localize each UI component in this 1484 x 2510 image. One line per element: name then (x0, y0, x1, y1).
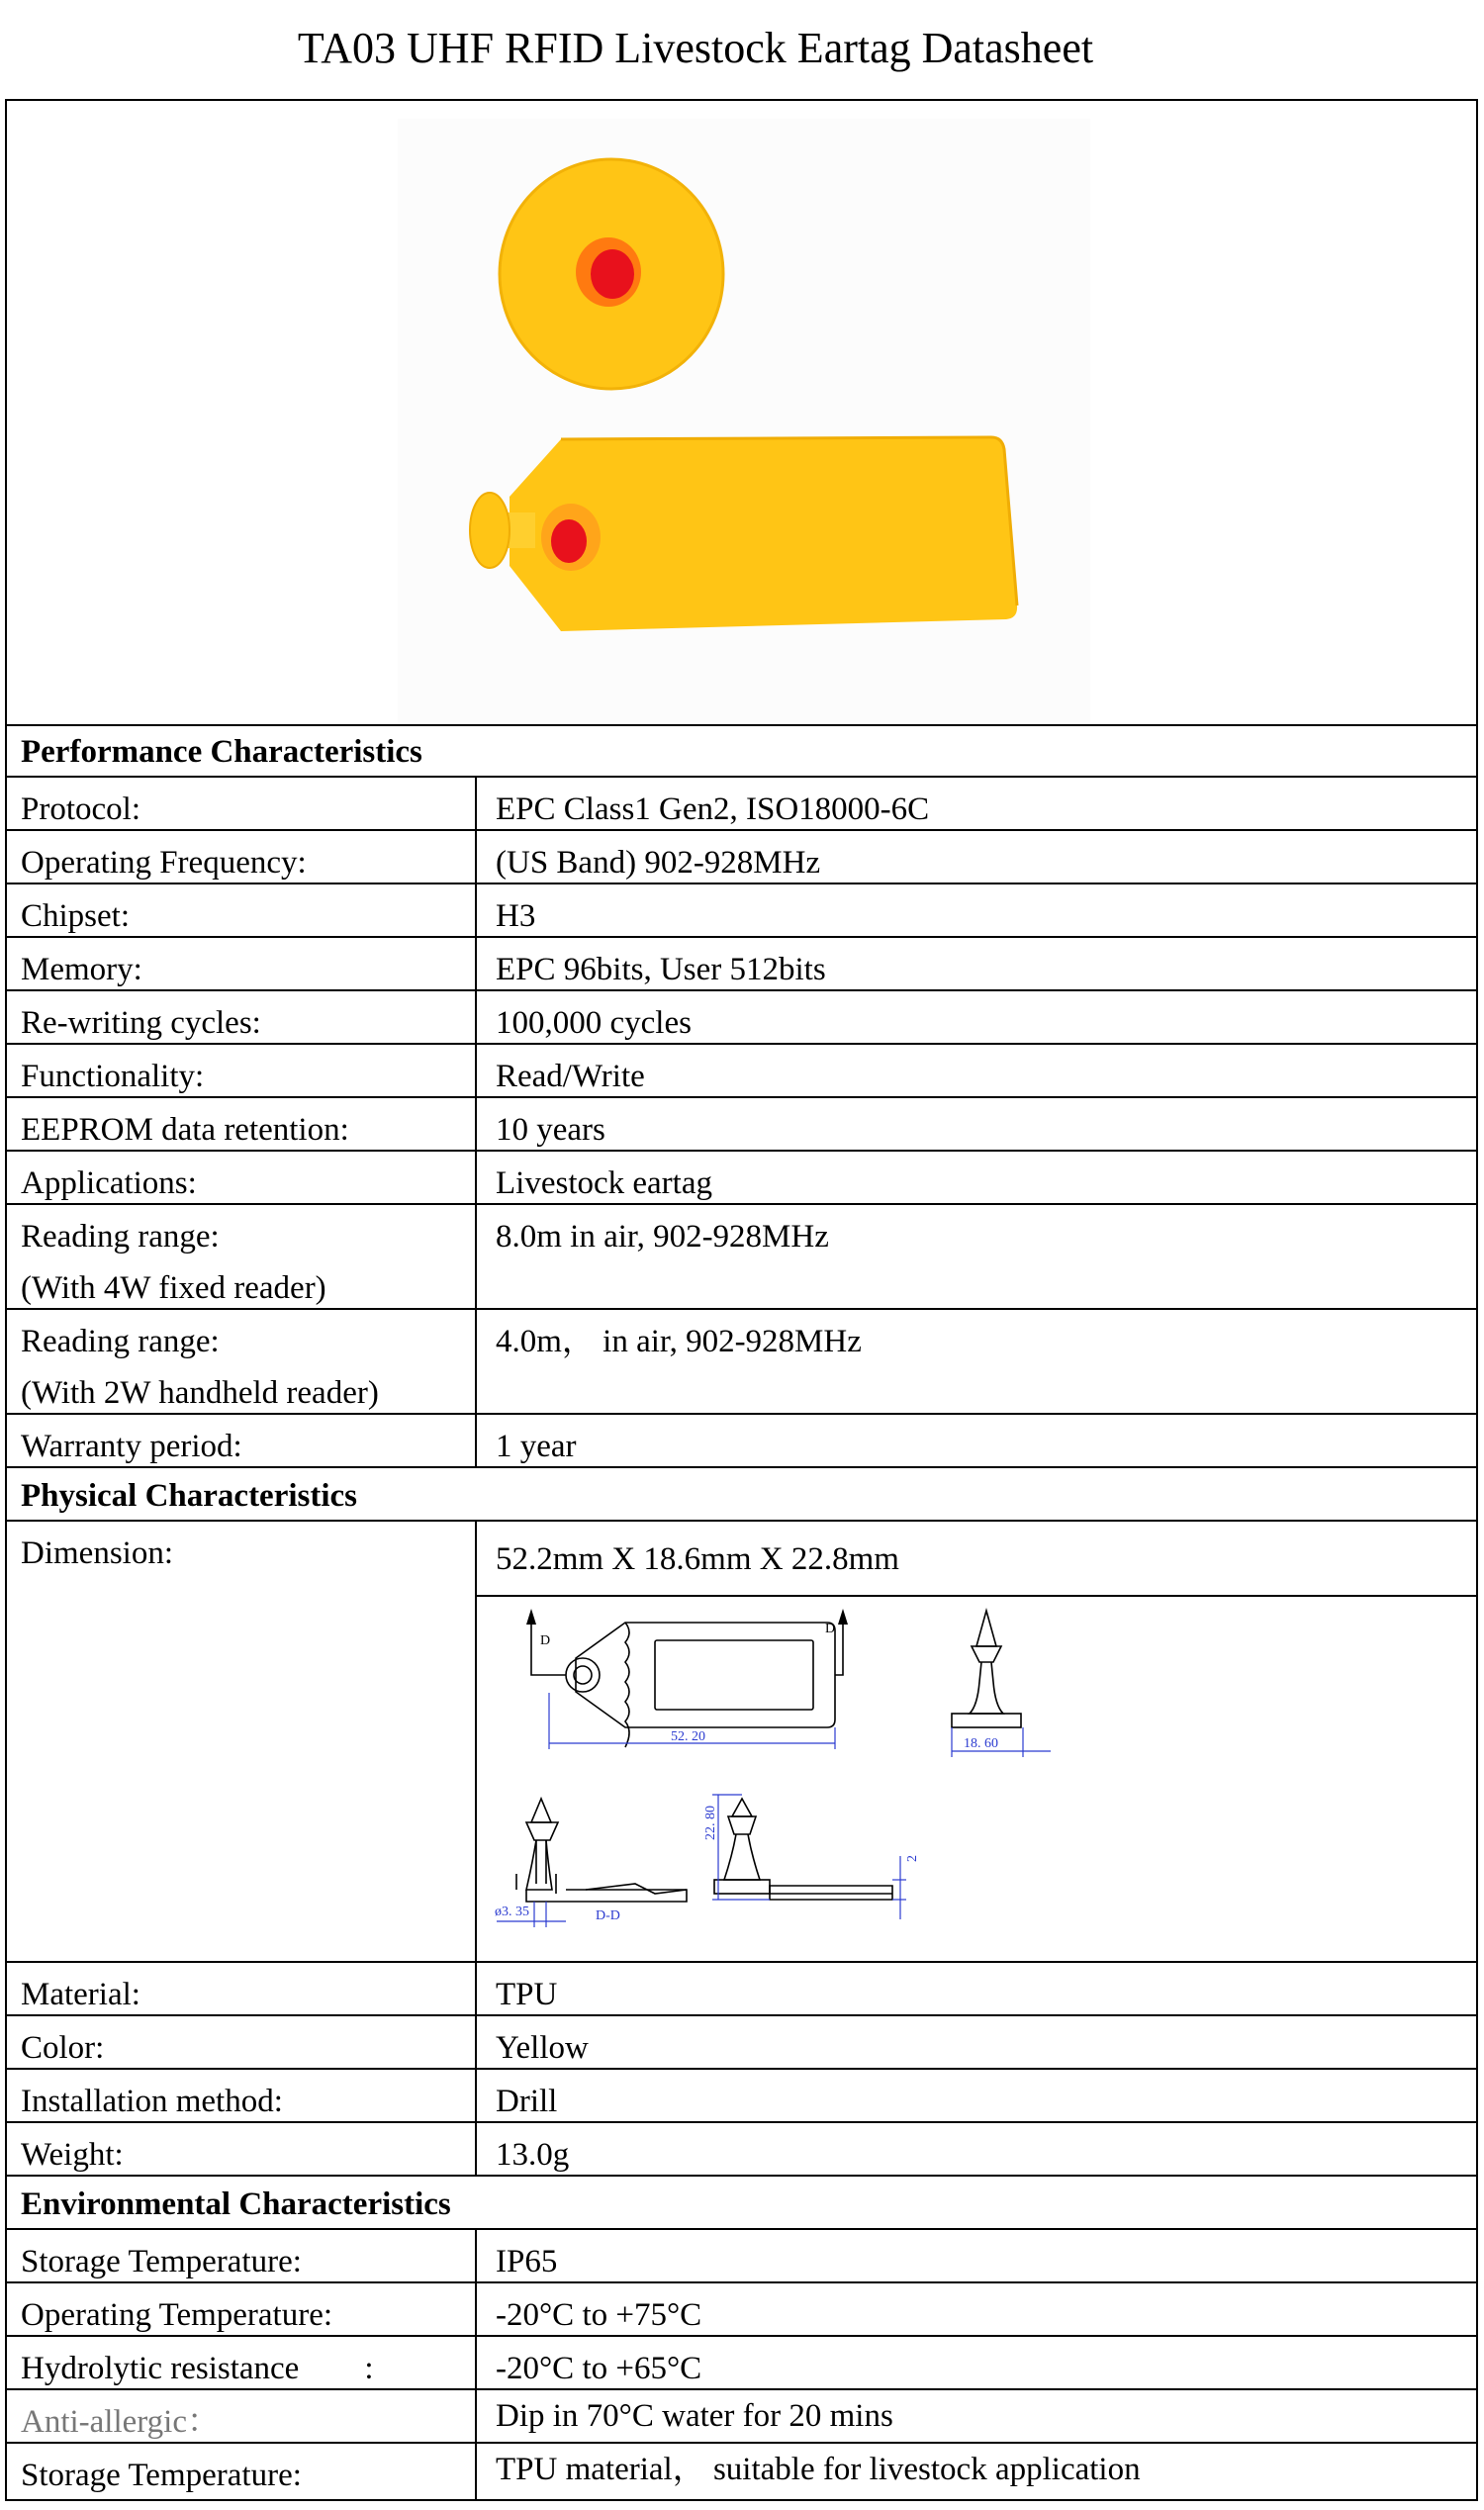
row-value: EPC Class1 Gen2, ISO18000-6C (496, 791, 930, 827)
section-physical (7, 1468, 1476, 1522)
table-row (7, 1205, 1476, 1310)
row-label: Operating Temperature: (21, 2297, 333, 2333)
section-title: Performance Characteristics (21, 734, 422, 770)
row-label: Reading range: (With 4W fixed reader) (21, 1219, 326, 1306)
row-value: IP65 (496, 2244, 558, 2279)
table-row (7, 1098, 1476, 1152)
product-photo (7, 101, 1476, 726)
row-value: Yellow (496, 2030, 589, 2066)
section-marker-left: D (540, 1633, 551, 1648)
row-value: (US Band) 902-928MHz (496, 845, 821, 881)
table-row (7, 2070, 1476, 2123)
row-value: -20°C to +65°C (496, 2351, 702, 2386)
row-value: 100,000 cycles (496, 1005, 692, 1041)
technical-drawing (477, 1597, 1476, 1965)
page-title: TA03 UHF RFID Livestock Eartag Datasheet (297, 24, 1094, 72)
row-value: TPU (496, 1977, 558, 2012)
section-title: Physical Characteristics (21, 1478, 358, 1514)
row-label: Hydrolytic resistance : (21, 2351, 374, 2386)
table-row (7, 1152, 1476, 1205)
row-value: Dip in 70°C water for 20 mins (496, 2398, 893, 2434)
row-value: 8.0m in air, 902-928MHz (496, 1219, 829, 1255)
row-label: Warranty period: (21, 1429, 242, 1464)
row-label: Installation method: (21, 2084, 283, 2119)
width-dimension: 18. 60 (964, 1736, 998, 1751)
table-row (7, 2444, 1476, 2499)
row-label: Functionality: (21, 1059, 205, 1094)
row-label: Re-writing cycles: (21, 1005, 261, 1041)
row-value: Drill (496, 2084, 558, 2119)
table-row (7, 1310, 1476, 1415)
row-label: Color: (21, 2030, 105, 2066)
row-value: 10 years (496, 1112, 605, 1148)
height-dimension: 22. 80 (703, 1806, 718, 1840)
table-row (7, 2016, 1476, 2070)
row-value: TPU material， suitable for livestock application (496, 2452, 1141, 2487)
row-label: Protocol: (21, 791, 140, 827)
row-label: Memory: (21, 952, 142, 987)
row-value: 4.0m， in air, 902-928MHz (496, 1324, 862, 1359)
dimension-value: 52.2mm X 18.6mm X 22.8mm (496, 1541, 899, 1577)
table-row (7, 2283, 1476, 2337)
hole-dimension: ø3. 35 (495, 1905, 529, 1919)
section-marker-right: D (825, 1622, 836, 1636)
row-value: Read/Write (496, 1059, 645, 1094)
section-performance (7, 724, 1476, 778)
table-row (7, 2337, 1476, 2390)
row-value: Livestock eartag (496, 1165, 712, 1201)
section-environmental (7, 2177, 1476, 2230)
table-row (7, 2123, 1476, 2177)
table-row (7, 2230, 1476, 2283)
row-value: 1 year (496, 1429, 577, 1464)
table-row (7, 778, 1476, 831)
row-label: Storage Temperature: (21, 2458, 302, 2493)
row-label: Chipset: (21, 898, 131, 934)
row-label: Weight: (21, 2137, 124, 2173)
row-label: Applications: (21, 1165, 197, 1201)
row-value: H3 (496, 898, 536, 934)
table-row (7, 991, 1476, 1045)
row-value: EPC 96bits, User 512bits (496, 952, 826, 987)
table-row (7, 1045, 1476, 1098)
table-row (7, 884, 1476, 938)
table-row (7, 831, 1476, 884)
section-label: D-D (596, 1908, 620, 1923)
row-label: EEPROM data retention: (21, 1112, 349, 1148)
table-row (7, 1415, 1476, 1468)
table-row (7, 2390, 1476, 2444)
row-value: -20°C to +75°C (496, 2297, 702, 2333)
dimension-row (7, 1522, 1476, 1963)
row-label: Reading range: (With 2W handheld reader) (21, 1324, 379, 1411)
thickness-dimension: 2 (905, 1855, 920, 1862)
row-label: Dimension: (21, 1535, 173, 1571)
length-dimension: 52. 20 (671, 1729, 705, 1744)
row-label: Material: (21, 1977, 140, 2012)
eartag-illustration (7, 101, 1476, 724)
row-label: Anti-allergic： (21, 2404, 220, 2440)
table-row (7, 1963, 1476, 2016)
datasheet-table (5, 99, 1478, 2501)
row-label: Operating Frequency: (21, 845, 307, 881)
dimension-drawing (477, 1595, 1476, 1965)
row-label: Storage Temperature: (21, 2244, 302, 2279)
section-title: Environmental Characteristics (21, 2186, 451, 2222)
row-value: 13.0g (496, 2137, 570, 2173)
table-row (7, 938, 1476, 991)
